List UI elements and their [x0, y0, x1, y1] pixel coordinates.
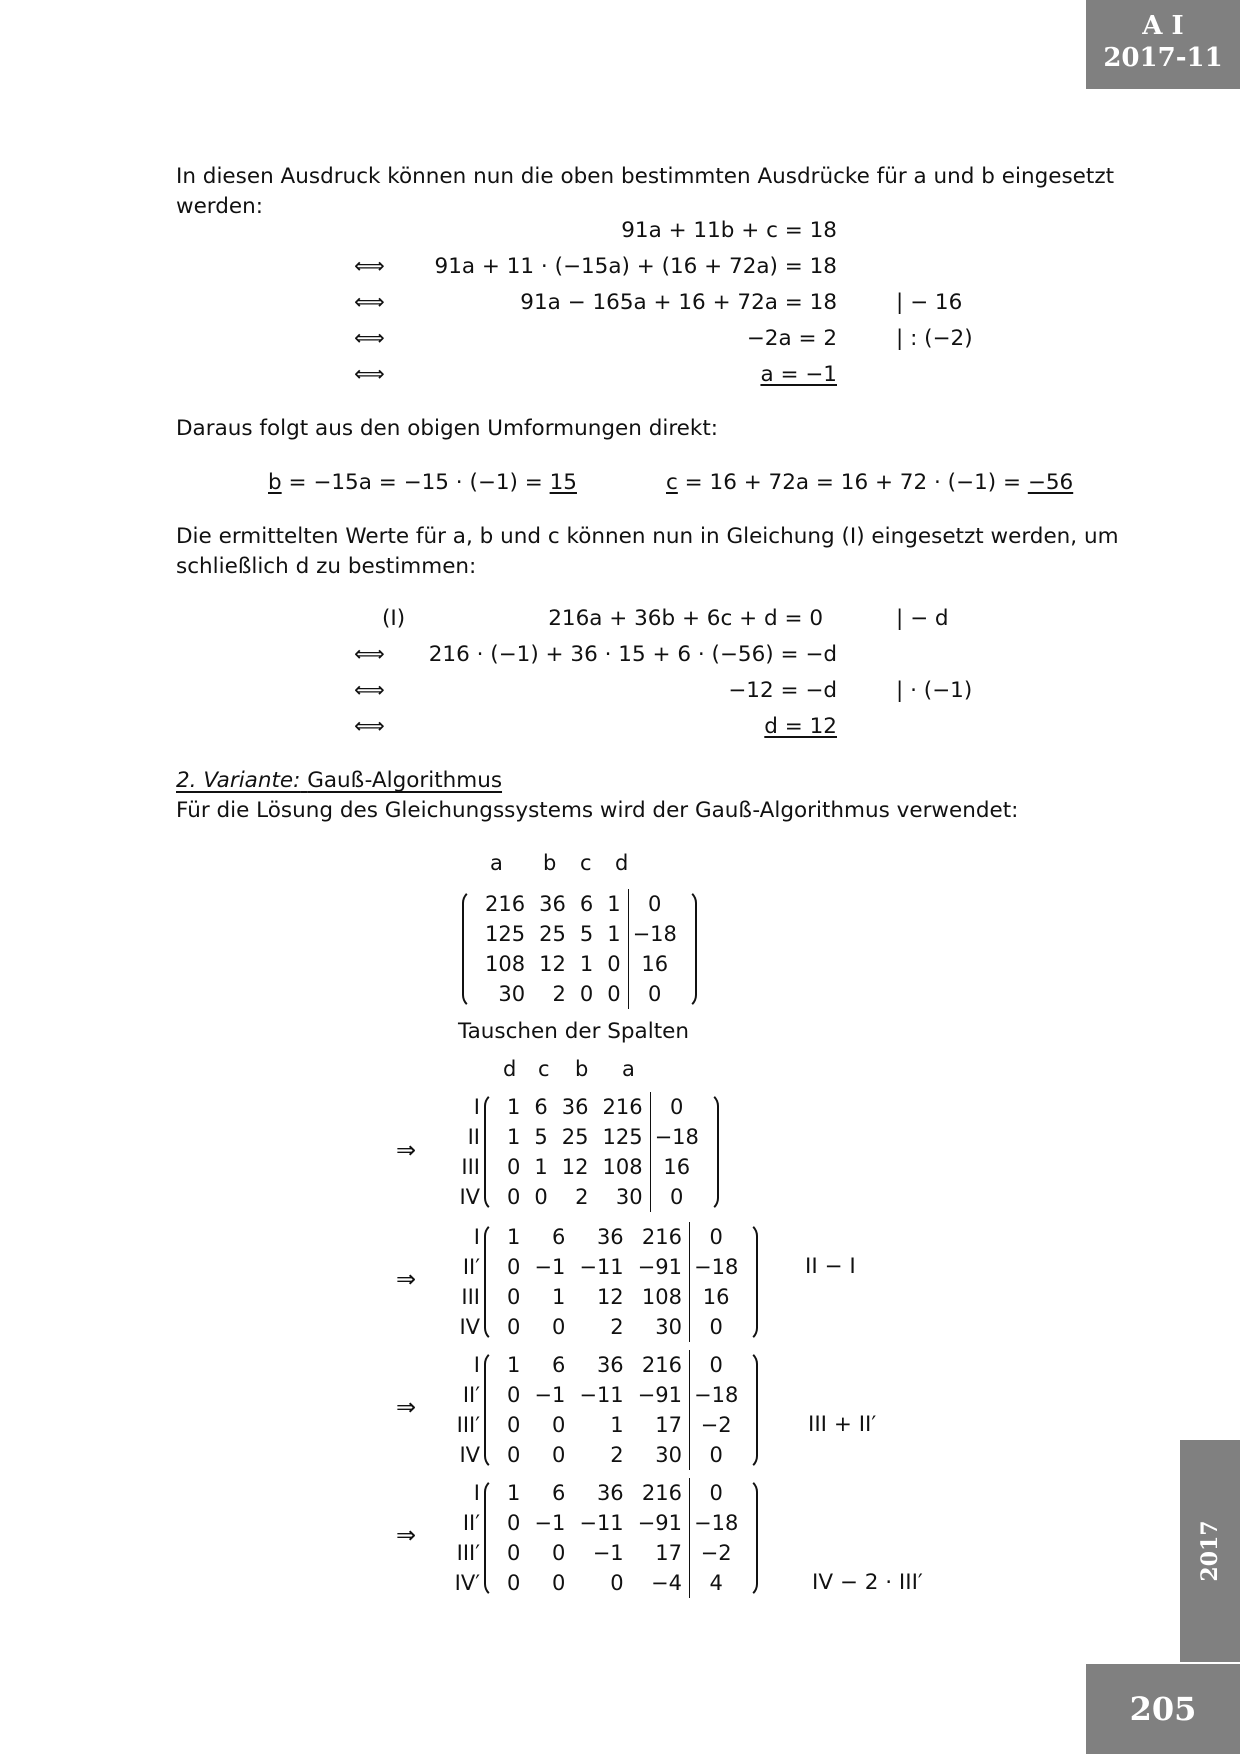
- col-header: a: [490, 851, 503, 875]
- col-header: b: [575, 1057, 589, 1081]
- eq1-line4: −2a = 2: [746, 326, 837, 351]
- implies-arrow: ⇒: [396, 1521, 417, 1549]
- equiv-arrow: ⟺: [354, 254, 385, 279]
- matrix-swapped: 1 6 36 216 0 1 5 25 125 −18 0 1 12 108 16 0 0 2 30 0: [484, 1092, 719, 1212]
- daraus-text: Daraus folgt aus den obigen Umformungen direkt:: [176, 416, 719, 441]
- eq2-line3: −12 = −d: [728, 678, 837, 703]
- year-label: 2017: [1197, 1520, 1223, 1582]
- row-operation: IV − 2 · III′: [812, 1570, 923, 1595]
- eq1-note2: | : (−2): [896, 326, 973, 351]
- implies-arrow: ⇒: [396, 1265, 417, 1293]
- chapter-label: A I: [1142, 11, 1184, 41]
- row-operation: III + II′: [808, 1412, 877, 1437]
- swap-columns-text: Tauschen der Spalten: [458, 1019, 689, 1044]
- year-tab: [1180, 1440, 1240, 1662]
- col-header: a: [622, 1057, 635, 1081]
- matrix-initial: 216 36 6 1 0 125 25 5 1 −18 108 12 1 0 16 30 2 0 0 0: [462, 889, 697, 1009]
- c-result: c = 16 + 72a = 16 + 72 · (−1) = −56: [666, 470, 1074, 495]
- equiv-arrow: ⟺: [354, 714, 385, 739]
- eq2-line1: 216a + 36b + 6c + d = 0: [548, 606, 823, 631]
- eq1-line3: 91a − 165a + 16 + 72a = 18: [520, 290, 837, 315]
- variant-heading: 2. Variante: Gauß-Algorithmus: [176, 768, 503, 793]
- para2-text: Die ermittelten Werte für a, b und c können nun in Gleichung (I) eingesetzt werden, um schließlich d zu bestimmen:: [176, 524, 1119, 579]
- implies-arrow: ⇒: [396, 1136, 417, 1164]
- eq2-note1: | − d: [896, 606, 949, 631]
- equiv-arrow: ⟺: [354, 642, 385, 667]
- chapter-tab: [1086, 0, 1240, 89]
- row-labels: I II III IV: [459, 1095, 480, 1209]
- equiv-arrow: ⟺: [354, 290, 385, 315]
- equation-label: (I): [382, 606, 406, 631]
- eq2-note2: | · (−1): [896, 678, 973, 703]
- implies-arrow: ⇒: [396, 1393, 417, 1421]
- eq2-result: d = 12: [764, 714, 837, 739]
- equiv-arrow: ⟺: [354, 362, 385, 387]
- gauss-intro: Für die Lösung des Gleichungssystems wird der Gauß-Algorithmus verwendet:: [176, 798, 1019, 823]
- row-operation: II − I: [805, 1254, 856, 1279]
- col-header: d: [615, 851, 629, 875]
- page-number: 205: [1086, 1664, 1240, 1754]
- col-header: c: [538, 1057, 550, 1081]
- eq1-result: a = −1: [760, 362, 837, 387]
- eq2-line2: 216 · (−1) + 36 · 15 + 6 · (−56) = −d: [428, 642, 837, 667]
- eq1-line1: 91a + 11b + c = 18: [621, 218, 837, 243]
- equiv-arrow: ⟺: [354, 678, 385, 703]
- b-result: b = −15a = −15 · (−1) = 15: [268, 470, 577, 495]
- col-header: c: [580, 851, 592, 875]
- chapter-code: 2017-11: [1103, 43, 1223, 73]
- matrix-step4: 1 6 36 216 0 0 −1 −11 −91 −18 0 0 −1 17 −2 0 0 0 −4 4: [484, 1478, 758, 1598]
- row-labels: I II′ III IV: [459, 1225, 480, 1339]
- eq1-line2: 91a + 11 · (−15a) + (16 + 72a) = 18: [434, 254, 837, 279]
- equiv-arrow: ⟺: [354, 326, 385, 351]
- row-labels: I II′ III′ IV: [456, 1353, 480, 1467]
- col-header: d: [503, 1057, 517, 1081]
- row-labels: I II′ III′ IV′: [454, 1481, 480, 1595]
- intro-text: In diesen Ausdruck können nun die oben bestimmten Ausdrücke für a und b eingesetzt werden:: [176, 164, 1115, 219]
- eq1-note1: | − 16: [896, 290, 963, 315]
- matrix-step3: 1 6 36 216 0 0 −1 −11 −91 −18 0 0 1 17 −2 0 0 2 30 0: [484, 1350, 758, 1470]
- col-header: b: [543, 851, 557, 875]
- matrix-step2: 1 6 36 216 0 0 −1 −11 −91 −18 0 1 12 108 16 0 0 2 30 0: [484, 1222, 758, 1342]
